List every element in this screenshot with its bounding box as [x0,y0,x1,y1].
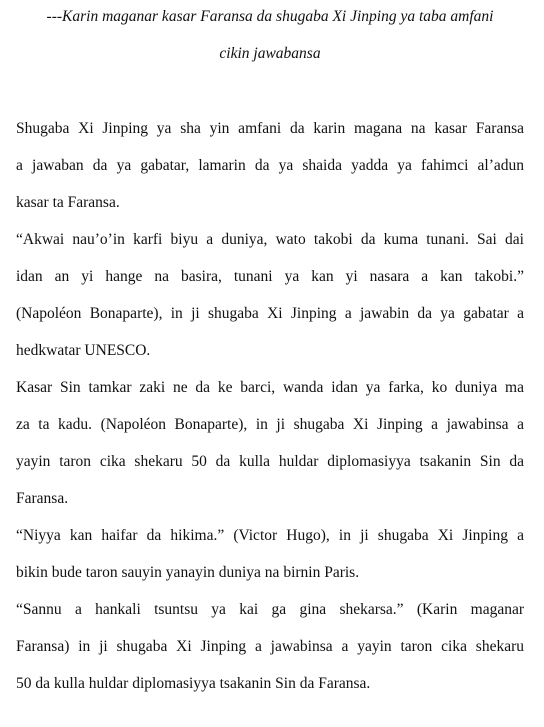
text-line: kasar ta Faransa. [16,194,120,211]
paragraph-quote-napoleon-lion [16,369,524,517]
text-line: Shugaba Xi Jinping ya sha yin amfani da karin magana na kasar Faransa [16,120,524,137]
paragraph-quote-proverb [16,591,524,702]
text-line: bikin bude taron sauyin yanayin duniya na birnin Paris. [16,564,360,581]
paragraph-quote-napoleon-unesco [16,221,524,369]
text-line: “Sannu a hankali tsuntsu ya kai ga gina shekarsa.” (Karin maganar [16,601,524,618]
subtitle-line: ---Karin maganar kasar Faransa da shugaba Xi Jinping ya taba amfani [46,8,494,25]
text-line: 50 da kulla huldar diplomasiyya tsakanin Sin da Faransa. [16,675,371,692]
text-line: Faransa. [16,490,69,507]
paragraph-intro [16,110,524,221]
article-subtitle [16,0,524,72]
text-line: Faransa) in ji shugaba Xi Jinping a jawabinsa a yayin taron cika shekaru [16,638,524,655]
text-line: za ta kadu. (Napoléon Bonaparte), in ji shugaba Xi Jinping a jawabinsa a [16,416,524,433]
text-line: Kasar Sin tamkar zaki ne da ke barci, wanda idan ya farka, ko duniya ma [16,379,524,396]
text-line: “Akwai nau’o’in karfi biyu a duniya, wato takobi da kuma tunani. Sai dai [16,231,524,248]
text-line: (Napoléon Bonaparte), in ji shugaba Xi Jinping a jawabin da ya gabatar a [16,305,524,322]
subtitle-line: cikin jawabansa [219,45,321,62]
text-line: “Niyya kan haifar da hikima.” (Victor Hugo), in ji shugaba Xi Jinping a [16,527,524,544]
document [16,0,524,702]
text-line: yayin taron cika shekaru 50 da kulla huldar diplomasiyya tsakanin Sin da [16,453,524,470]
text-line: hedkwatar UNESCO. [16,342,151,359]
article-body [16,110,524,702]
text-line: a jawaban da ya gabatar, lamarin da ya shaida yadda ya fahimci al’adun [16,157,524,174]
paragraph-quote-hugo [16,517,524,591]
text-line: idan an yi hange na basira, tunani ya kan yi nasara a kan takobi.” [16,268,524,285]
